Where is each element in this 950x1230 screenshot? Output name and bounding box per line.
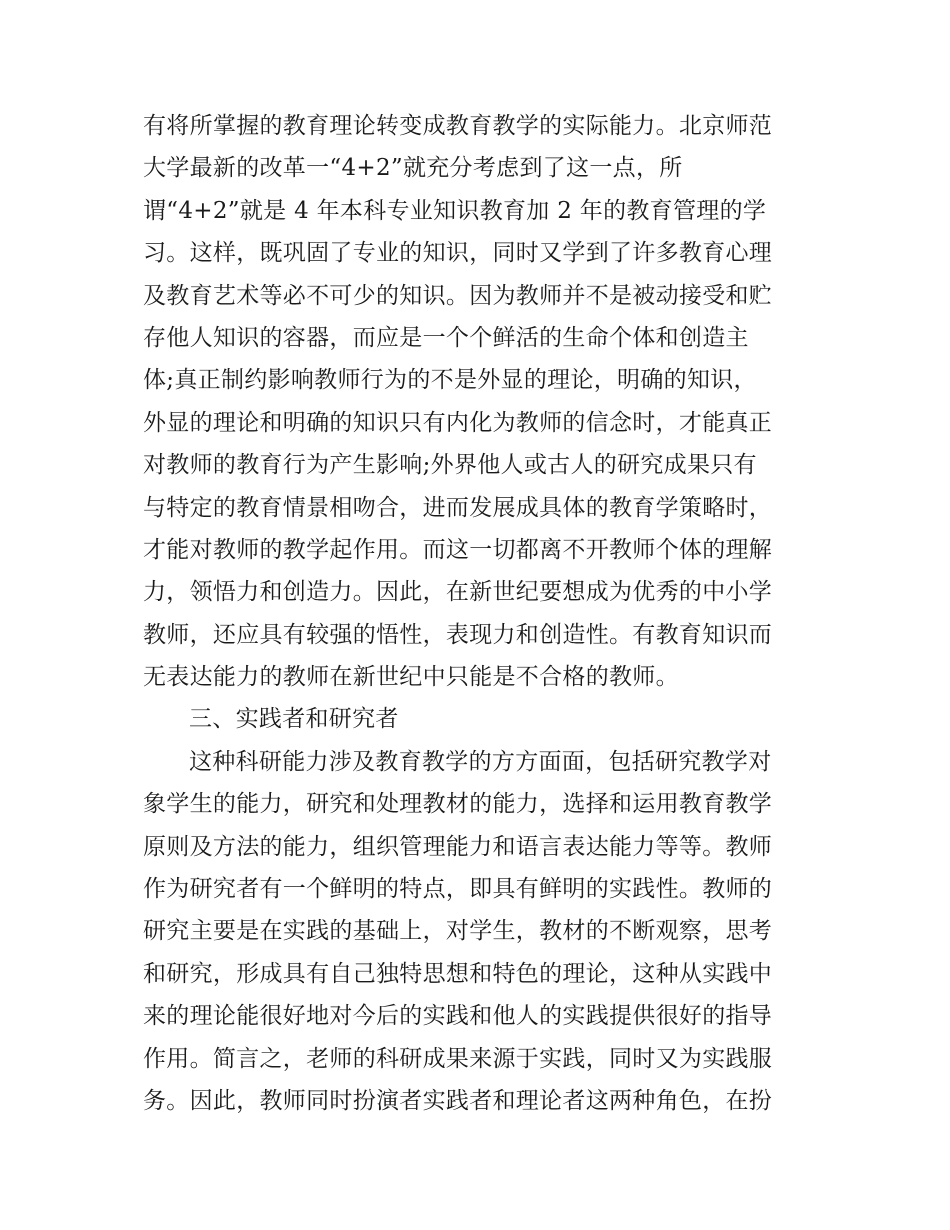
paragraph-line: 习。这样，既巩固了专业的知识，同时又学到了许多教育心理 [143,240,773,267]
paragraph-line: 作用。简言之，老师的科研成果来源于实践，同时又为实践服 [143,1045,773,1072]
paragraph-line: 存他人知识的容器，而应是一个个鲜活的生命个体和创造主 [143,324,749,351]
paragraph-line: 和研究，形成具有自己独特思想和特色的理论，这种从实践中 [143,960,773,987]
paragraph-line: 有将所掌握的教育理论转变成教育教学的实际能力。北京师范 [143,113,773,139]
paragraph-line: 力，领悟力和创造力。因此，在新世纪要想成为优秀的中小学 [143,579,773,606]
paragraph-line: 教师，还应具有较强的悟性，表现力和创造性。有教育知识而 [143,621,773,648]
paragraph-line: 作为研究者有一个鲜明的特点，即具有鲜明的实践性。教师的 [143,876,773,903]
paragraph-line: 务。因此，教师同时扮演者实践者和理论者这两种角色，在扮 [143,1087,773,1114]
paragraph-line: 无表达能力的教师在新世纪中只能是不合格的教师。 [143,664,679,691]
document-body [143,105,823,1122]
paragraph-line: 这种科研能力涉及教育教学的方方面面，包括研究教学对 [189,748,772,775]
section-heading: 三、实践者和研究者 [189,706,399,733]
paragraph-line: 与特定的教育情景相吻合，进而发展成具体的教育学策略时， [143,494,773,521]
paragraph-line: 原则及方法的能力，组织管理能力和语言表达能力等等。教师 [143,833,773,860]
paragraph-line: 大学最新的改革一“4+2”就充分考虑到了这一点，所 [143,155,683,182]
paragraph-line: 才能对教师的教学起作用。而这一切都离不开教师个体的理解 [143,536,773,563]
paragraph-line: 体;真正制约影响教师行为的不是外显的理论，明确的知识， [143,367,757,394]
paragraph-line: 及教育艺术等必不可少的知识。因为教师并不是被动接受和贮 [143,282,773,309]
paragraph-line: 研究主要是在实践的基础上，对学生，教材的不断观察，思考 [143,918,773,945]
paragraph-line: 象学生的能力，研究和处理教材的能力，选择和运用教育教学 [143,791,773,818]
paragraph-line: 来的理论能很好地对今后的实践和他人的实践提供很好的指导 [143,1003,773,1030]
paragraph-line: 外显的理论和明确的知识只有内化为教师的信念时，才能真正 [143,409,773,436]
paragraph-line: 对教师的教育行为产生影响;外界他人或古人的研究成果只有 [143,452,757,479]
paragraph-line: 谓“4+2”就是 4 年本科专业知识教育加 2 年的教育管理的学 [143,197,767,224]
